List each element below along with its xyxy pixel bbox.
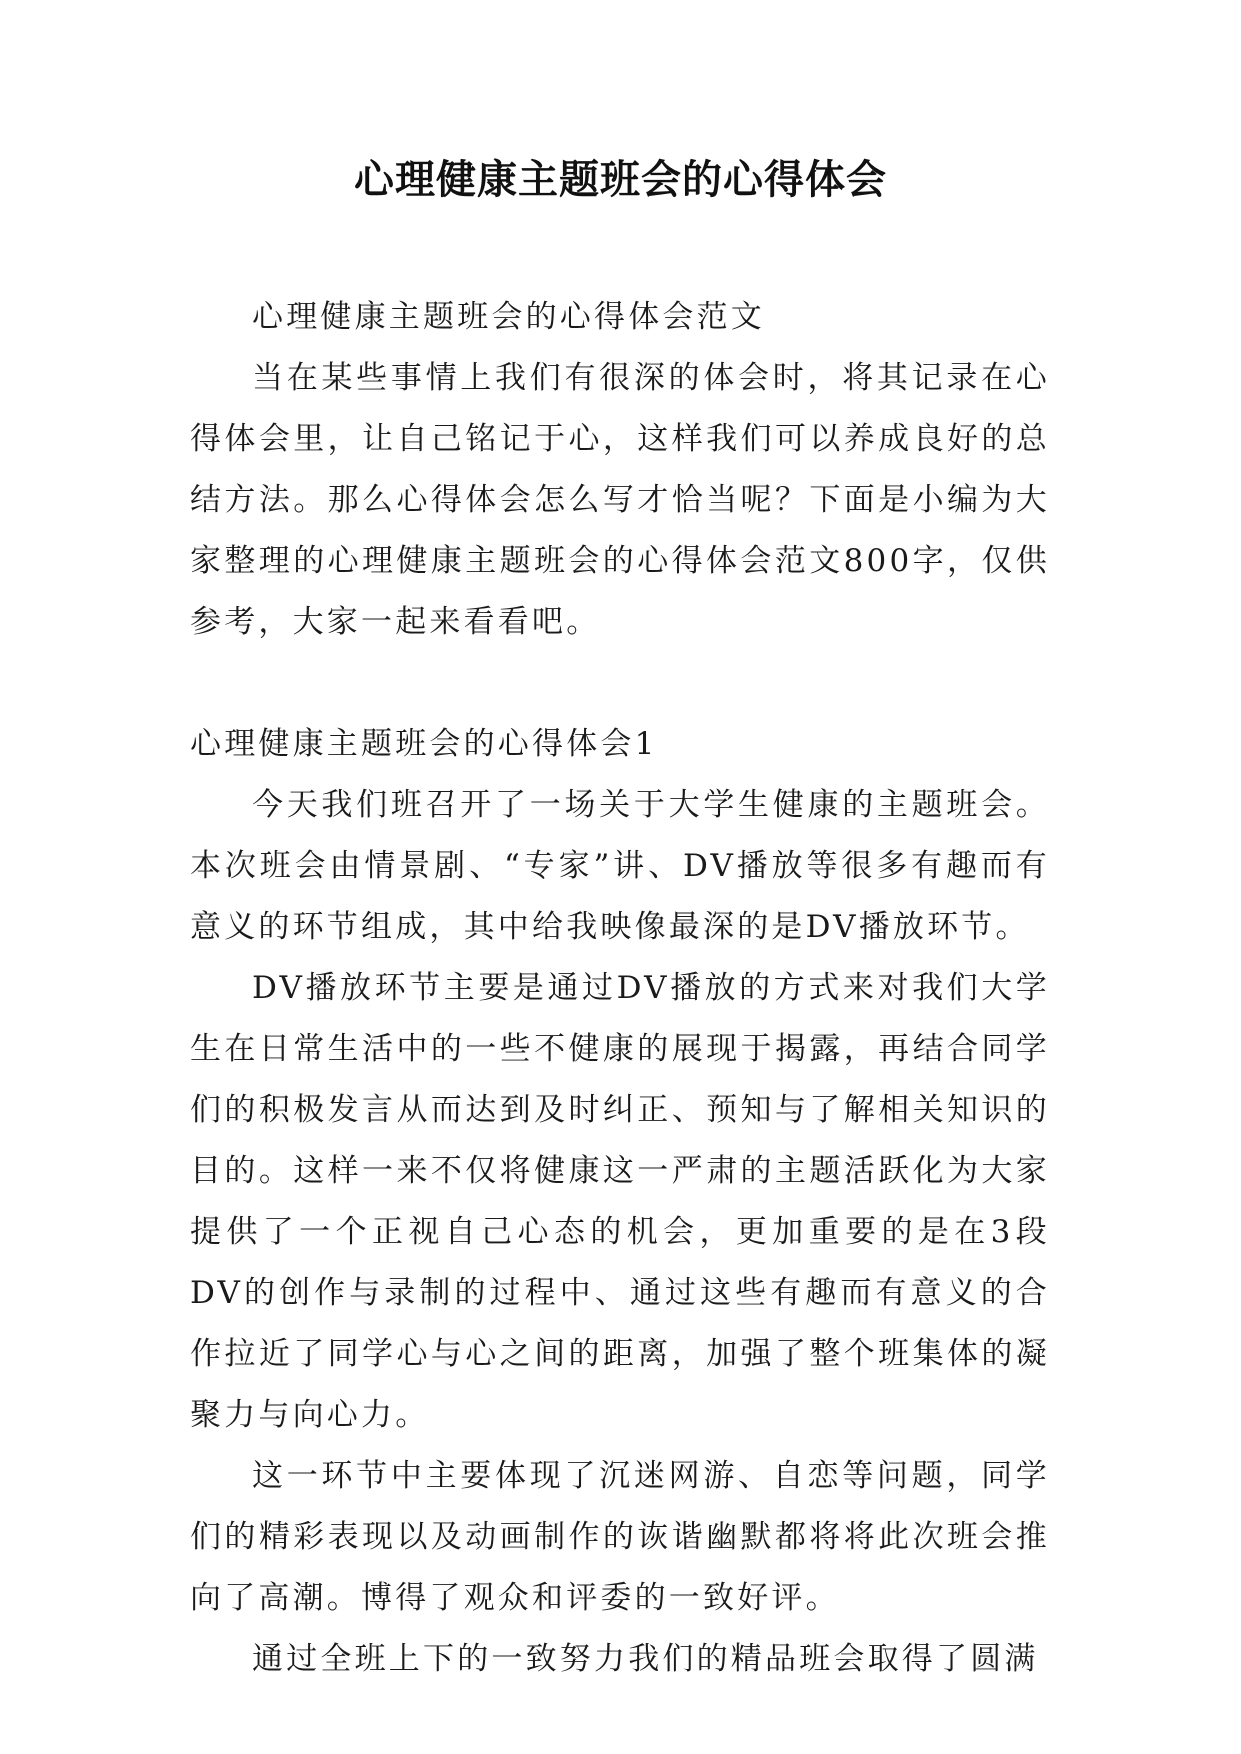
section-spacer: [190, 653, 1050, 714]
document-body: [190, 287, 1050, 1690]
body-paragraph-4: 通过全班上下的一致努力我们的精品班会取得了圆满: [252, 1641, 1039, 1677]
body-paragraph-1: 今天我们班召开了一场关于大学生健康的主题班会。本次班会由情景剧、“专家”讲、DV播放等很多有趣而有意义的环节组成，其中给我映像最深的是DV播放环节。: [190, 787, 1050, 945]
document-title: 心理健康主题班会的心得体会: [354, 157, 887, 203]
intro-paragraph: 当在某些事情上我们有很深的体会时，将其记录在心得体会里，让自己铭记于心，这样我们可以养成良好的总结方法。那么心得体会怎么写才恰当呢？下面是小编为大家整理的心理健康主题班会的心得体会范文800字，仅供参考，大家一起来看看吧。: [190, 360, 1050, 640]
intro-heading: 心理健康主题班会的心得体会范文: [252, 299, 765, 335]
body-paragraph-3: 这一环节中主要体现了沉迷网游、自恋等问题，同学们的精彩表现以及动画制作的诙谐幽默都将将此次班会推向了高潮。博得了观众和评委的一致好评。: [190, 1458, 1050, 1616]
section-heading: 心理健康主题班会的心得体会1: [190, 726, 658, 762]
body-paragraph-2: DV播放环节主要是通过DV播放的方式来对我们大学生在日常生活中的一些不健康的展现于揭露，再结合同学们的积极发言从而达到及时纠正、预知与了解相关知识的目的。这样一来不仅将健康这一严肃的主题活跃化为大家提供了一个正视自己心态的机会，更加重要的是在3段DV的创作与录制的过程中、通过这些有趣而有意义的合作拉近了同学心与心之间的距离，加强了整个班集体的凝聚力与向心力。: [190, 970, 1050, 1433]
